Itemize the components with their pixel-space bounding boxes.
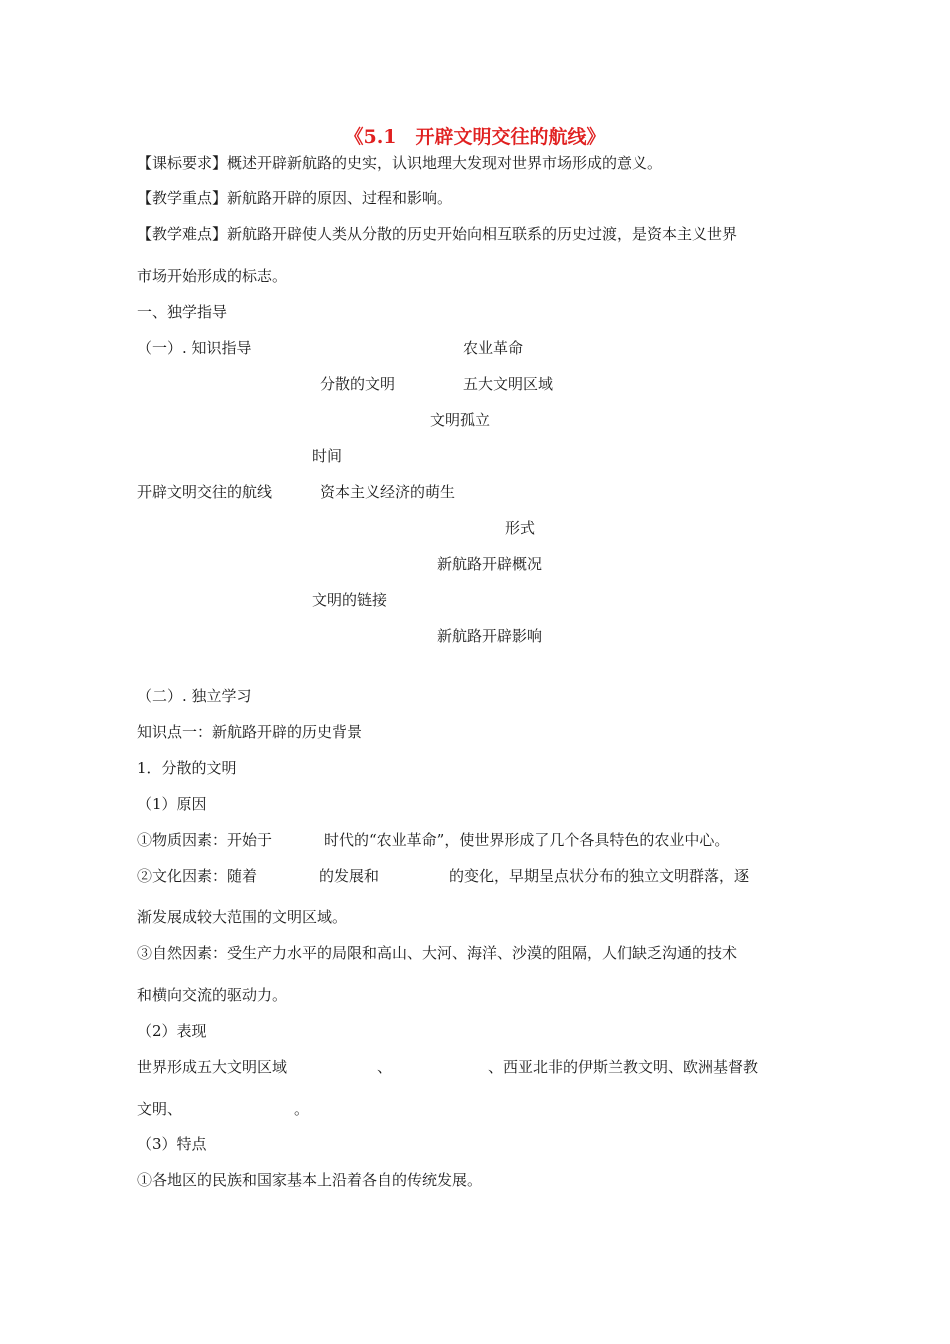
feature-1: ①各地区的民族和国家基本上沿着各自的传统发展。 (137, 1171, 483, 1189)
cause-cultural: ②文化因素：随着 的发展和 的变化，早期呈点状分布的独立文明群落，逐 (137, 867, 750, 885)
cause-natural: ③自然因素：受生产力水平的局限和高山、大河、海洋、沙漠的阻隔，人们缺乏沟通的技术 (137, 944, 738, 962)
outline-route-impact: 新航路开辟影响 (437, 627, 543, 645)
section-heading-guidance: 一、独学指导 (137, 303, 228, 321)
study-heading: （二）. 独立学习 (137, 687, 252, 705)
outline-time: 时间 (312, 447, 343, 465)
outline-capitalism: 资本主义经济的萌生 (320, 483, 456, 501)
outline-root: 开辟文明交往的航线 (137, 483, 273, 501)
expression-line1: 世界形成五大文明区域 、 、西亚北非的伊斯兰教文明、欧洲基督教 (137, 1058, 759, 1076)
knowledge-point-1: 知识点一：新航路开辟的历史背景 (137, 723, 363, 741)
cause-material: ①物质因素：开始于 时代的“农业革命”，使世界形成了几个各具特色的农业中心。 (137, 831, 730, 849)
cause-natural-cont: 和横向交流的驱动力。 (137, 986, 288, 1004)
expression-heading: （2）表现 (137, 1022, 207, 1040)
outline-scattered-civilization: 分散的文明 (320, 375, 396, 393)
cause-cultural-cont: 渐发展成较大范围的文明区域。 (137, 908, 348, 926)
document-title: 《5.1 开辟文明交往的航线》 (344, 126, 606, 148)
outline-form: 形式 (505, 519, 536, 537)
outline-isolation: 文明孤立 (430, 411, 491, 429)
outline-heading: （一）. 知识指导 (137, 339, 252, 357)
teaching-difficulty-line2: 市场开始形成的标志。 (137, 267, 288, 285)
outline-link: 文明的链接 (312, 591, 388, 609)
cause-heading: （1）原因 (137, 795, 207, 813)
outline-five-regions: 五大文明区域 (463, 375, 554, 393)
outline-agricultural-revolution: 农业革命 (463, 339, 524, 357)
features-heading: （3）特点 (137, 1135, 207, 1153)
teaching-key-points: 【教学重点】新航路开辟的原因、过程和影响。 (137, 189, 453, 207)
item-scattered-civilization: 1．分散的文明 (137, 759, 237, 777)
expression-line2: 文明、 。 (137, 1100, 310, 1118)
outline-route-overview: 新航路开辟概况 (437, 555, 543, 573)
curriculum-requirement: 【课标要求】概述开辟新航路的史实，认识地理大发现对世界市场形成的意义。 (137, 154, 663, 172)
teaching-difficulty-line1: 【教学难点】新航路开辟使人类从分散的历史开始向相互联系的历史过渡，是资本主义世界 (137, 225, 738, 243)
